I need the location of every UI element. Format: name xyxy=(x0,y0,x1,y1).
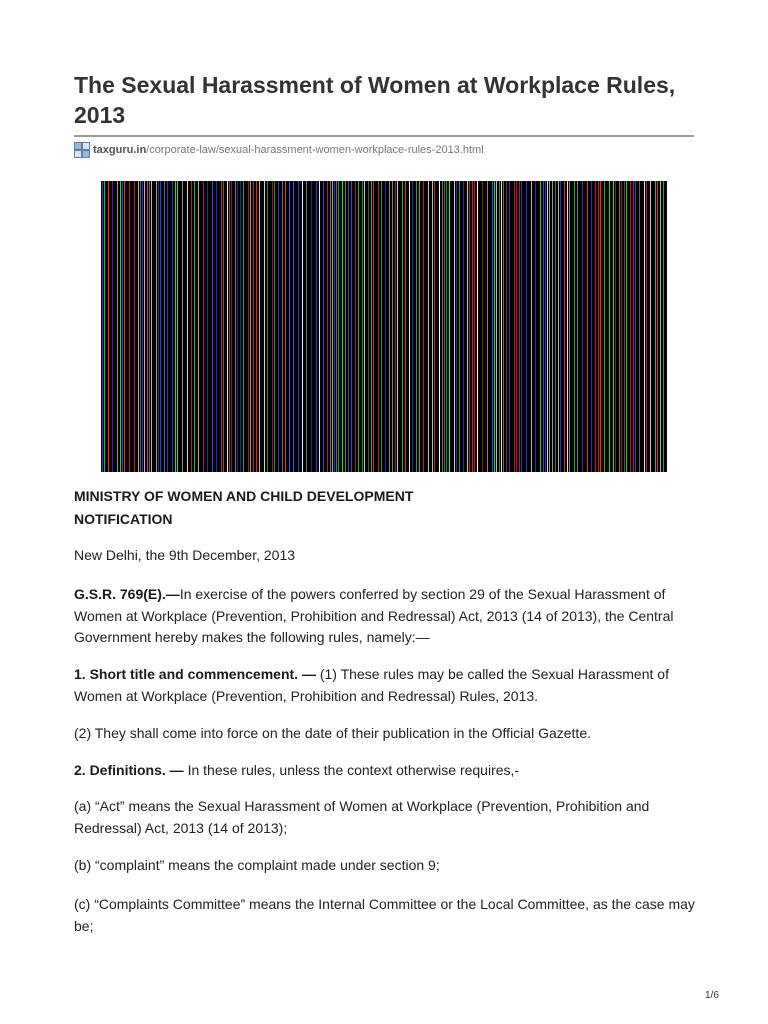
banner-stripe xyxy=(397,181,398,472)
banner-stripe xyxy=(567,181,568,472)
banner-stripe xyxy=(598,181,599,472)
banner-stripe xyxy=(487,181,488,472)
banner-stripe xyxy=(595,181,596,472)
banner-stripe xyxy=(302,181,303,472)
banner-stripe xyxy=(423,181,424,472)
banner-stripe xyxy=(409,181,410,472)
banner-stripe xyxy=(545,181,546,472)
banner-stripe xyxy=(540,181,541,472)
banner-stripe xyxy=(574,181,575,472)
banner-stripe xyxy=(187,181,188,472)
banner-stripe xyxy=(334,181,335,472)
banner-stripe xyxy=(319,181,320,472)
banner-stripe xyxy=(454,181,455,472)
banner-stripe xyxy=(253,181,254,472)
banner-stripe xyxy=(469,181,470,472)
banner-stripe xyxy=(117,181,118,472)
banner-stripe xyxy=(519,181,520,472)
banner-stripe xyxy=(306,181,307,472)
banner-stripe xyxy=(624,181,625,472)
banner-stripe xyxy=(477,181,478,472)
banner-stripe xyxy=(646,181,647,472)
banner-stripe xyxy=(531,181,532,472)
banner-stripe xyxy=(124,181,125,472)
banner-stripe xyxy=(392,181,393,472)
banner-stripe xyxy=(587,181,588,472)
banner-stripe xyxy=(221,181,222,472)
banner-stripe xyxy=(635,181,636,472)
banner-stripe xyxy=(650,181,651,472)
banner-stripe xyxy=(402,181,403,472)
banner-stripe xyxy=(264,181,265,472)
banner-stripe xyxy=(203,181,204,472)
banner-stripe xyxy=(338,181,339,472)
banner-stripe xyxy=(389,181,390,472)
rule-2-paragraph xyxy=(74,760,702,782)
banner-stripe xyxy=(552,181,553,472)
banner-stripe xyxy=(405,181,406,472)
banner-stripe xyxy=(160,181,161,472)
banner-stripe xyxy=(591,181,592,472)
banner-stripe xyxy=(644,181,645,472)
banner-stripe xyxy=(147,181,148,472)
banner-stripe xyxy=(285,181,286,472)
banner-stripe xyxy=(412,181,413,472)
rule-2-heading: 2. Definitions. — xyxy=(74,762,184,778)
banner-stripe xyxy=(362,181,363,472)
banner-stripe xyxy=(167,181,168,472)
banner-stripe xyxy=(267,181,268,472)
banner-stripe xyxy=(191,181,192,472)
banner-stripe xyxy=(368,181,369,472)
banner-stripe xyxy=(102,181,103,472)
banner-stripe xyxy=(149,181,150,472)
banner-stripe xyxy=(630,181,631,472)
striped-banner-image xyxy=(101,181,667,472)
definition-a: (a) “Act” means the Sexual Harassment of Women at Workplace (Prevention, Prohibition and Redressal) Act, 2013 (14 of 2013); xyxy=(74,798,650,836)
banner-stripe xyxy=(108,181,109,472)
banner-stripe xyxy=(496,181,497,472)
banner-stripe xyxy=(198,181,199,472)
banner-stripe xyxy=(282,181,283,472)
banner-stripe xyxy=(289,181,290,472)
banner-stripe xyxy=(657,181,658,472)
banner-stripe xyxy=(355,181,356,472)
banner-stripe xyxy=(182,181,183,472)
source-url[interactable] xyxy=(74,141,484,159)
banner-stripe xyxy=(194,181,195,472)
banner-stripe xyxy=(227,181,228,472)
banner-stripe xyxy=(549,181,550,472)
banner-stripe xyxy=(336,181,337,472)
banner-stripe xyxy=(112,181,113,472)
banner-stripe xyxy=(272,181,273,472)
banner-stripe xyxy=(342,181,343,472)
banner-stripe xyxy=(467,181,468,472)
banner-stripe xyxy=(158,181,159,472)
banner-stripe xyxy=(151,181,152,472)
banner-stripe xyxy=(474,181,475,472)
source-path[interactable]: /corporate-law/sexual-harassment-women-workplace-rules-2013.html xyxy=(146,144,484,156)
banner-stripe xyxy=(259,181,260,472)
banner-stripe xyxy=(506,181,507,472)
banner-stripe xyxy=(615,181,616,472)
banner-stripe xyxy=(231,181,232,472)
banner-stripe xyxy=(509,181,510,472)
banner-stripe xyxy=(619,181,620,472)
banner-stripe xyxy=(555,181,556,472)
banner-stripe xyxy=(547,181,548,472)
banner-stripe xyxy=(416,181,417,472)
banner-stripe xyxy=(122,181,123,472)
banner-stripe xyxy=(499,181,500,472)
banner-stripe xyxy=(138,181,139,472)
rule-1-paragraph xyxy=(74,664,702,707)
banner-stripe xyxy=(395,181,396,472)
banner-stripe xyxy=(243,181,244,472)
taxguru-site-icon xyxy=(74,142,90,158)
banner-stripe xyxy=(120,181,121,472)
page-number: 1/6 xyxy=(705,990,719,1001)
rule-1-heading: 1. Short title and commencement. — xyxy=(74,666,316,682)
banner-stripe xyxy=(459,181,460,472)
banner-stripe xyxy=(298,181,299,472)
banner-stripe xyxy=(293,181,294,472)
notification-heading: NOTIFICATION xyxy=(74,511,173,527)
source-domain[interactable]: taxguru.in xyxy=(93,144,147,156)
page-title: The Sexual Harassment of Women at Workplace Rules, 2013 xyxy=(74,72,676,128)
banner-stripe xyxy=(212,181,213,472)
banner-stripe xyxy=(216,181,217,472)
banner-stripe xyxy=(660,181,661,472)
banner-stripe xyxy=(444,181,445,472)
banner-stripe xyxy=(456,181,457,472)
banner-stripe xyxy=(514,181,515,472)
banner-stripe xyxy=(345,181,346,472)
banner-stripe xyxy=(278,181,279,472)
banner-stripe xyxy=(521,181,522,472)
banner-stripe xyxy=(463,181,464,472)
banner-stripe xyxy=(172,181,173,472)
banner-stripe xyxy=(237,181,238,472)
banner-stripe xyxy=(240,181,241,472)
banner-stripe xyxy=(560,181,561,472)
banner-stripe xyxy=(348,181,349,472)
banner-stripe xyxy=(577,181,578,472)
banner-stripe xyxy=(316,181,317,472)
banner-stripe xyxy=(332,181,333,472)
banner-stripe xyxy=(621,181,622,472)
banner-stripe xyxy=(609,181,610,472)
banner-stripe xyxy=(442,181,443,472)
banner-stripe xyxy=(494,181,495,472)
banner-stripe xyxy=(419,181,420,472)
banner-stripe xyxy=(177,181,178,472)
banner-stripe xyxy=(235,181,236,472)
banner-stripe xyxy=(613,181,614,472)
rule-1-text: (1) These rules may be called the Sexual Harassment of Women at Workplace (Prevention, Prohibition and Redressal) Rules, 2013. xyxy=(74,666,669,704)
banner-stripe xyxy=(492,181,493,472)
rule-2-text: In these rules, unless the context otherwise requires,- xyxy=(183,762,520,778)
banner-stripe xyxy=(503,181,504,472)
banner-stripe xyxy=(385,181,386,472)
banner-stripe xyxy=(543,181,544,472)
banner-stripe xyxy=(129,181,130,472)
banner-stripe xyxy=(134,181,135,472)
banner-stripe xyxy=(633,181,634,472)
banner-stripe xyxy=(449,181,450,472)
definition-c: (c) “Complaints Committee” means the Internal Committee or the Local Committee, as the case may be; xyxy=(74,896,695,934)
banner-stripe xyxy=(381,181,382,472)
gsr-text: In exercise of the powers conferred by section 29 of the Sexual Harassment of Women at Workplace (Prevention, Prohibition and Redressal) Act, 2013 (14 of 2013), the Central Government hereby makes the following rules, namely:— xyxy=(74,586,674,645)
banner-stripe xyxy=(207,181,208,472)
banner-stripe xyxy=(311,181,312,472)
banner-stripe xyxy=(582,181,583,472)
banner-stripe xyxy=(223,181,224,472)
banner-stripe xyxy=(104,181,105,472)
banner-stripe xyxy=(330,181,331,472)
banner-stripe xyxy=(564,181,565,472)
banner-stripe xyxy=(482,181,483,472)
banner-stripe xyxy=(432,181,433,472)
banner-stripe xyxy=(164,181,165,472)
rule-1-2-paragraph: (2) They shall come into force on the date of their publication in the Official Gazette. xyxy=(74,725,591,741)
banner-stripe xyxy=(655,181,656,472)
banner-stripe xyxy=(156,181,157,472)
definition-b: (b) “complaint” means the complaint made under section 9; xyxy=(74,857,440,873)
banner-stripe xyxy=(229,181,230,472)
banner-stripe xyxy=(250,181,251,472)
place-date: New Delhi, the 9th December, 2013 xyxy=(74,547,296,563)
banner-stripe xyxy=(501,181,502,472)
banner-stripe xyxy=(144,181,145,472)
banner-stripe xyxy=(248,181,249,472)
banner-stripe xyxy=(516,181,517,472)
banner-stripe xyxy=(364,181,365,472)
banner-stripe xyxy=(434,181,435,472)
banner-stripe xyxy=(663,181,664,472)
banner-stripe xyxy=(626,181,627,472)
banner-stripe xyxy=(569,181,570,472)
ministry-heading: MINISTRY OF WOMEN AND CHILD DEVELOPMENT xyxy=(74,488,414,504)
banner-stripe xyxy=(446,181,447,472)
stripe-pattern xyxy=(101,181,667,472)
banner-stripe xyxy=(378,181,379,472)
banner-stripe xyxy=(600,181,601,472)
banner-stripe xyxy=(526,181,527,472)
banner-stripe xyxy=(472,181,473,472)
banner-stripe xyxy=(535,181,536,472)
banner-stripe xyxy=(558,181,559,472)
banner-stripe xyxy=(327,181,328,472)
banner-stripe xyxy=(274,181,275,472)
banner-stripe xyxy=(256,181,257,472)
title-divider xyxy=(74,135,694,137)
banner-stripe xyxy=(439,181,440,472)
banner-stripe xyxy=(175,181,176,472)
banner-stripe xyxy=(371,181,372,472)
banner-stripe xyxy=(140,181,141,472)
banner-stripe xyxy=(428,181,429,472)
banner-stripe xyxy=(323,181,324,472)
banner-stripe xyxy=(639,181,640,472)
gsr-label: G.S.R. 769(E).— xyxy=(74,586,180,602)
banner-stripe xyxy=(358,181,359,472)
banner-stripe xyxy=(142,181,143,472)
banner-stripe xyxy=(373,181,374,472)
banner-stripe xyxy=(351,181,352,472)
gsr-paragraph xyxy=(74,584,702,649)
banner-stripe xyxy=(604,181,605,472)
